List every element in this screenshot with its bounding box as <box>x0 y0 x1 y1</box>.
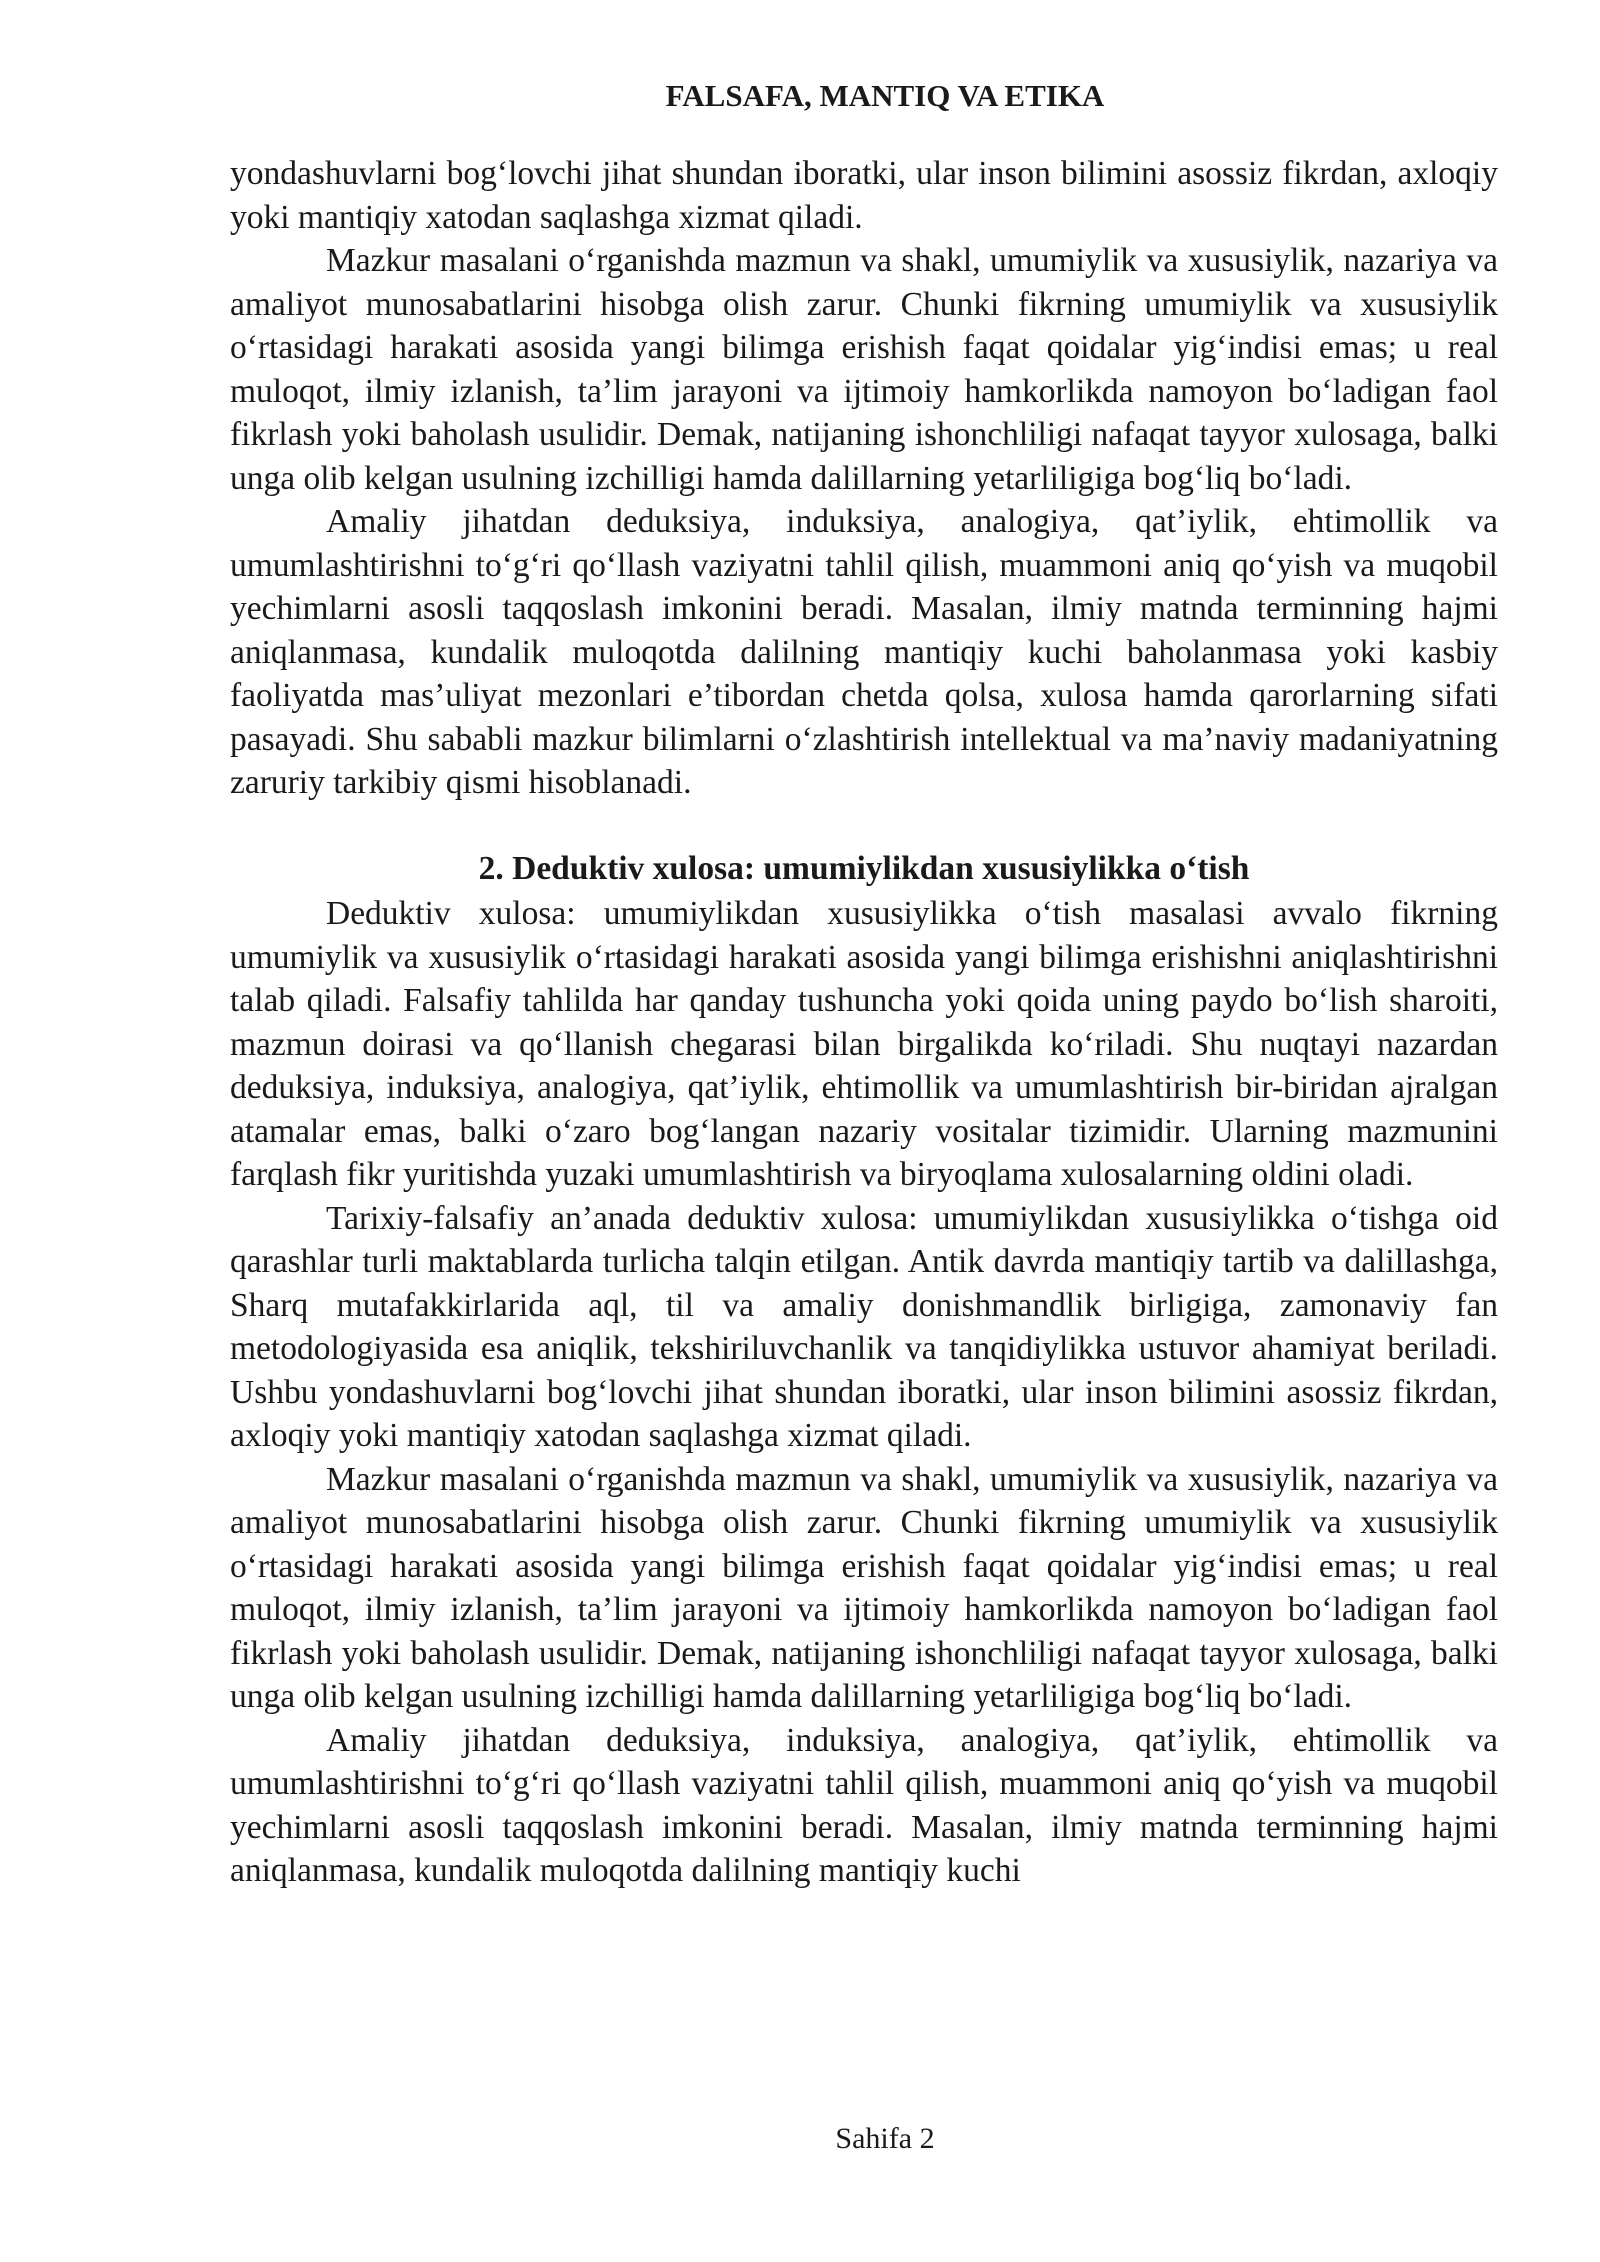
paragraph: Amaliy jihatdan deduksiya, induksiya, analogiya, qat’iylik, ehtimollik va umumlashtirishni to‘g‘ri qo‘llash vaziyatni tahlil qilish, muammoni aniq qo‘yish va muqobil yechimlarni asosli taqqoslash imkonini beradi. Masalan, ilmiy matnda terminning hajmi aniqlanmasa, kundalik muloqotda dalilning mantiqiy kuchi baholanmasa yoki kasbiy faoliyatda mas’uliyat mezonlari e’tibordan chetda qolsa, xulosa hamda qarorlarning sifati pasayadi. Shu sababli mazkur bilimlarni o‘zlashtirish intellektual va ma’naviy madaniyatning zaruriy tarkibiy qismi hisoblanadi. <box>230 503 1498 801</box>
paragraph: Mazkur masalani o‘rganishda mazmun va shakl, umumiylik va xususiylik, nazariya va amaliyot munosabatlarini hisobga olish zarur. Chunki fikrning umumiylik va xususiylik o‘rtasidagi harakati asosida yangi bilimga erishish faqat qoidalar yig‘indisi emas; u real muloqot, ilmiy izlanish, ta’lim jarayoni va ijtimoiy hamkorlikda namoyon bo‘ladigan faol fikrlash yoki baholash usulidir. Demak, natijaning ishonchliligi nafaqat tayyor xulosaga, balki unga olib kelgan usulning izchilligi hamda dalillarning yetarliligiga bog‘liq bo‘ladi. <box>230 1460 1498 1715</box>
section-heading: 2. Deduktiv xulosa: umumiylikdan xususiylikka o‘tish <box>478 849 1250 887</box>
running-header-title: FALSAFA, MANTIQ VA ETIKA <box>665 78 1105 113</box>
paragraph: Mazkur masalani o‘rganishda mazmun va shakl, umumiylik va xususiylik, nazariya va amaliyot munosabatlarini hisobga olish zarur. Chunki fikrning umumiylik va xususiylik o‘rtasidagi harakati asosida yangi bilimga erishish faqat qoidalar yig‘indisi emas; u real muloqot, ilmiy izlanish, ta’lim jarayoni va ijtimoiy hamkorlikda namoyon bo‘ladigan faol fikrlash yoki baholash usulidir. Demak, natijaning ishonchliligi nafaqat tayyor xulosaga, balki unga olib kelgan usulning izchilligi hamda dalillarning yetarliligiga bog‘liq bo‘ladi. <box>230 242 1498 497</box>
paragraph: Tarixiy-falsafiy an’anada deduktiv xulosa: umumiylikdan xususiylikka o‘tishga oid qarashlar turli maktablarda turlicha talqin etilgan. Antik davrda mantiqiy tartib va dalillashga, Sharq mutafakkirlarida aql, til va amaliy donishmandlik birligiga, zamonaviy fan metodologiyasida esa aniqlik, tekshiriluvchanlik va tanqidiylikka ustuvor ahamiyat beriladi. Ushbu yondashuvlarni bog‘lovchi jihat shundan iboratki, ular inson bilimini asossiz fikrdan, axloqiy yoki mantiqiy xatodan saqlashga xizmat qiladi. <box>230 1199 1498 1454</box>
page-number: Sahifa 2 <box>835 2122 935 2155</box>
paragraph-continuation: yondashuvlarni bog‘lovchi jihat shundan iboratki, ular inson bilimini asossiz fikrdan, axloqiy yoki mantiqiy xatodan saqlashga xizmat qiladi. <box>230 155 1498 236</box>
paragraph: Deduktiv xulosa: umumiylikdan xususiylikka o‘tish masalasi avvalo fikrning umumiylik va xususiylik o‘rtasidagi harakati asosida yangi bilimga erishishni aniqlashtirishni talab qiladi. Falsafiy tahlilda har qanday tushuncha yoki qoida uning paydo bo‘lish sharoiti, mazmun doirasi va qo‘llanish chegarasi bilan birgalikda ko‘riladi. Shu nuqtayi nazardan deduksiya, induksiya, analogiya, qat’iylik, ehtimollik va umumlashtirish bir-biridan ajralgan atamalar emas, balki o‘zaro bog‘langan nazariy vositalar tizimidir. Ularning mazmunini farqlash fikr yuritishda yuzaki umumlashtirish va biryoqlama xulosalarning oldini oladi. <box>230 895 1498 1193</box>
paragraph: Amaliy jihatdan deduksiya, induksiya, analogiya, qat’iylik, ehtimollik va umumlashtirishni to‘g‘ri qo‘llash vaziyatni tahlil qilish, muammoni aniq qo‘yish va muqobil yechimlarni asosli taqqoslash imkonini beradi. Masalan, ilmiy matnda terminning hajmi aniqlanmasa, kundalik muloqotda dalilning mantiqiy kuchi <box>230 1721 1498 1889</box>
document-body <box>230 152 1498 1893</box>
